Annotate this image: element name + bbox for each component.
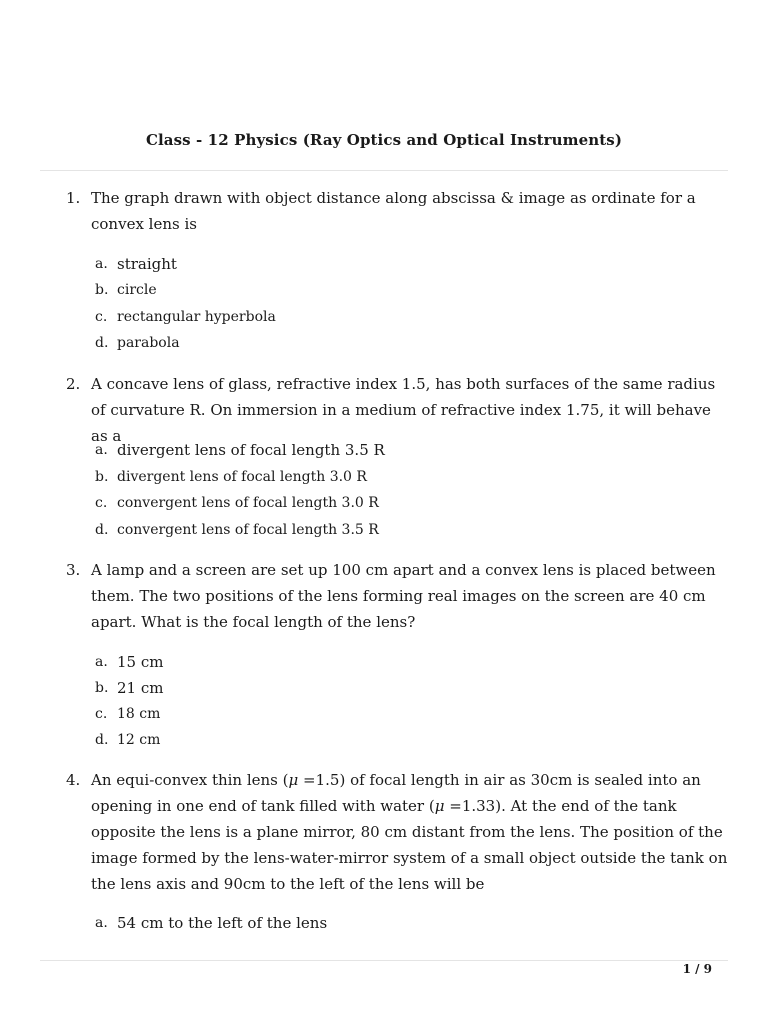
question-text-part: An equi-convex thin lens (: [91, 771, 289, 789]
question-number: 2.: [66, 375, 81, 393]
question-1-option-a: [0, 251, 768, 277]
option-text: circle: [117, 282, 157, 298]
question-number: 4.: [66, 771, 81, 789]
option-letter: a.: [95, 915, 108, 931]
option-text: parabola: [117, 335, 180, 351]
question-3-option-b: [0, 675, 768, 701]
question-1-option-b: [0, 277, 768, 303]
question-text: The graph drawn with object distance along abscissa & image as ordinate for a convex lens is: [91, 189, 696, 233]
question-3-option-c: [0, 701, 768, 727]
question-3-option-d: [0, 727, 768, 753]
option-text: straight: [117, 255, 177, 273]
option-letter: c.: [95, 495, 108, 511]
option-letter: d.: [95, 522, 109, 538]
option-letter: a.: [95, 442, 108, 458]
question-text-part: =1.33). At the end of the tank opposite the lens is a plane mirror, 80 cm distant from the lens. The position of the image formed by the lens-water-mirror system of a small object outside the tank on the lens axis and 90cm to the left of the lens will be: [91, 797, 728, 893]
question-1-option-c: [0, 304, 768, 330]
question-number: 1.: [66, 189, 81, 207]
option-letter: b.: [95, 680, 109, 696]
option-letter: b.: [95, 282, 109, 298]
question-text-part: =1.5) of focal length in air as 30cm is sealed into an opening in one end of tank filled with water (: [91, 771, 701, 815]
question-4-option-a: [0, 910, 768, 936]
option-letter: d.: [95, 732, 109, 748]
option-text: 18 cm: [117, 706, 161, 722]
option-letter: c.: [95, 309, 108, 325]
option-letter: a.: [95, 654, 108, 670]
option-text: divergent lens of focal length 3.0 R: [117, 469, 367, 485]
option-text: rectangular hyperbola: [117, 309, 276, 325]
header-divider: [40, 170, 728, 171]
option-text: 54 cm to the left of the lens: [117, 914, 328, 932]
question-1-option-d: [0, 330, 768, 356]
option-letter: d.: [95, 335, 109, 351]
option-text: 21 cm: [117, 679, 164, 697]
option-text: 12 cm: [117, 732, 161, 748]
option-text: divergent lens of focal length 3.5 R: [117, 441, 385, 459]
option-text: 15 cm: [117, 653, 164, 671]
question-text: A lamp and a screen are set up 100 cm apart and a convex lens is placed between them. The two positions of the lens forming real images on the screen are 40 cm apart. What is the focal length of the lens?: [91, 561, 716, 631]
mu-symbol: μ: [434, 797, 445, 815]
question-3-option-a: [0, 649, 768, 675]
question-text: [91, 767, 731, 897]
footer-divider: [40, 960, 728, 961]
option-letter: c.: [95, 706, 108, 722]
question-number: 3.: [66, 561, 81, 579]
mu-symbol: μ: [288, 771, 299, 789]
question-2-option-a: [0, 437, 768, 463]
option-text: convergent lens of focal length 3.0 R: [117, 495, 379, 511]
page-number: 1 / 9: [682, 962, 712, 976]
question-2-option-c: [0, 490, 768, 516]
question-2-option-d: [0, 517, 768, 543]
option-letter: a.: [95, 256, 108, 272]
option-text: convergent lens of focal length 3.5 R: [117, 522, 379, 538]
question-2-option-b: [0, 464, 768, 490]
question-text: A concave lens of glass, refractive index 1.5, has both surfaces of the same radius of curvature R. On immersion in a medium of refractive index 1.75, it will behave as a: [91, 375, 716, 445]
document-title: Class - 12 Physics (Ray Optics and Optical Instruments): [145, 131, 623, 149]
option-letter: b.: [95, 469, 109, 485]
